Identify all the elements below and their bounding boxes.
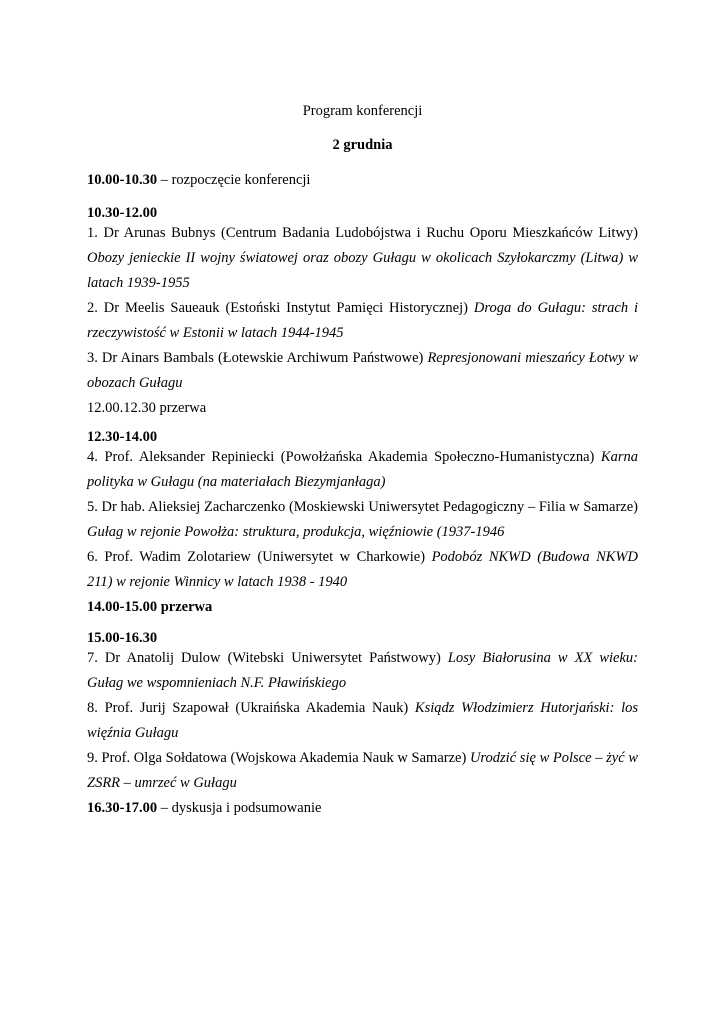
talk-speaker: 6. Prof. Wadim Zolotariew (Uniwersytet w Charkowie) bbox=[87, 549, 426, 565]
talk-item bbox=[87, 696, 638, 746]
talk-title: Gułag w rejonie Powołża: struktura, produkcja, więźniowie (1937-1946 bbox=[87, 524, 505, 540]
talk-speaker: 9. Prof. Olga Sołdatowa (Wojskowa Akademia Nauk w Samarze) bbox=[87, 750, 467, 766]
opening-time: 10.00-10.30 bbox=[87, 172, 158, 188]
session-time: 12.30-14.00 bbox=[87, 429, 158, 445]
talk-item bbox=[87, 646, 638, 696]
talk-title: Obozy jenieckie II wojny światowej oraz obozy Gułagu w okolicach Szyłokarczmy (Litwa) w latach 1939-1955 bbox=[87, 250, 638, 291]
session-time: 10.30-12.00 bbox=[87, 205, 158, 221]
talk-speaker: 3. Dr Ainars Bambals (Łotewskie Archiwum Państwowe) bbox=[87, 350, 424, 366]
conference-date: 2 grudnia bbox=[332, 137, 393, 153]
closing-time: 16.30-17.00 bbox=[87, 800, 158, 816]
break-line: 14.00-15.00 przerwa bbox=[87, 599, 213, 615]
break-line: 12.00.12.30 przerwa bbox=[87, 400, 207, 416]
document-page bbox=[87, 0, 638, 1024]
closing-line bbox=[87, 796, 638, 821]
talk-item bbox=[87, 495, 638, 545]
talk-title: Podobóz NKWD (Budowa NKWD 211) w rejonie Winnicy w latach 1938 - 1940 bbox=[87, 549, 638, 590]
talk-item bbox=[87, 445, 638, 495]
talk-speaker: 8. Prof. Jurij Szapował (Ukraińska Akademia Nauk) bbox=[87, 700, 409, 716]
opening-line bbox=[87, 170, 310, 190]
talk-title: Losy Białorusina w XX wieku: Gułag we wspomnieniach N.F. Pławińskiego bbox=[87, 650, 639, 691]
session-3 bbox=[87, 630, 638, 821]
talk-title: Urodzić się w Polsce – żyć w ZSRR – umrzeć w Gułagu bbox=[87, 750, 638, 791]
session-1 bbox=[87, 205, 638, 421]
talk-speaker: 4. Prof. Aleksander Repiniecki (Powołżańska Akademia Społeczno-Humanistyczna) bbox=[87, 449, 595, 465]
talk-speaker: 5. Dr hab. Alieksiej Zacharczenko (Moskiewski Uniwersytet Pedagogiczny – Filia w Samarze) bbox=[87, 499, 638, 515]
talk-speaker: 1. Dr Arunas Bubnys (Centrum Badania Ludobójstwa i Ruchu Oporu Mieszkańców Litwy) bbox=[87, 225, 638, 241]
talk-title: Droga do Gułagu: strach i rzeczywistość w Estonii w latach 1944-1945 bbox=[87, 300, 639, 341]
opening-text: – rozpoczęcie konferencji bbox=[157, 172, 311, 188]
talk-item bbox=[87, 746, 638, 796]
talk-title: Ksiądz Włodzimierz Hutorjański: los więźnia Gułagu bbox=[87, 700, 639, 741]
closing-text: – dyskusja i podsumowanie bbox=[157, 800, 322, 816]
talk-item bbox=[87, 296, 638, 346]
session-time: 15.00-16.30 bbox=[87, 630, 158, 646]
talk-item bbox=[87, 545, 638, 595]
session-2 bbox=[87, 429, 638, 620]
talk-item bbox=[87, 346, 638, 396]
talk-speaker: 7. Dr Anatolij Dulow (Witebski Uniwersytet Państwowy) bbox=[87, 650, 441, 666]
talk-title: Karna polityka w Gułagu (na materiałach Biezymjanłaga) bbox=[87, 449, 638, 490]
page-title: Program konferencji bbox=[302, 103, 423, 119]
talk-item bbox=[87, 221, 638, 296]
talk-speaker: 2. Dr Meelis Saueauk (Estoński Instytut Pamięci Historycznej) bbox=[87, 300, 468, 316]
talk-title: Represjonowani mieszańcy Łotwy w obozach Gułagu bbox=[87, 350, 638, 391]
